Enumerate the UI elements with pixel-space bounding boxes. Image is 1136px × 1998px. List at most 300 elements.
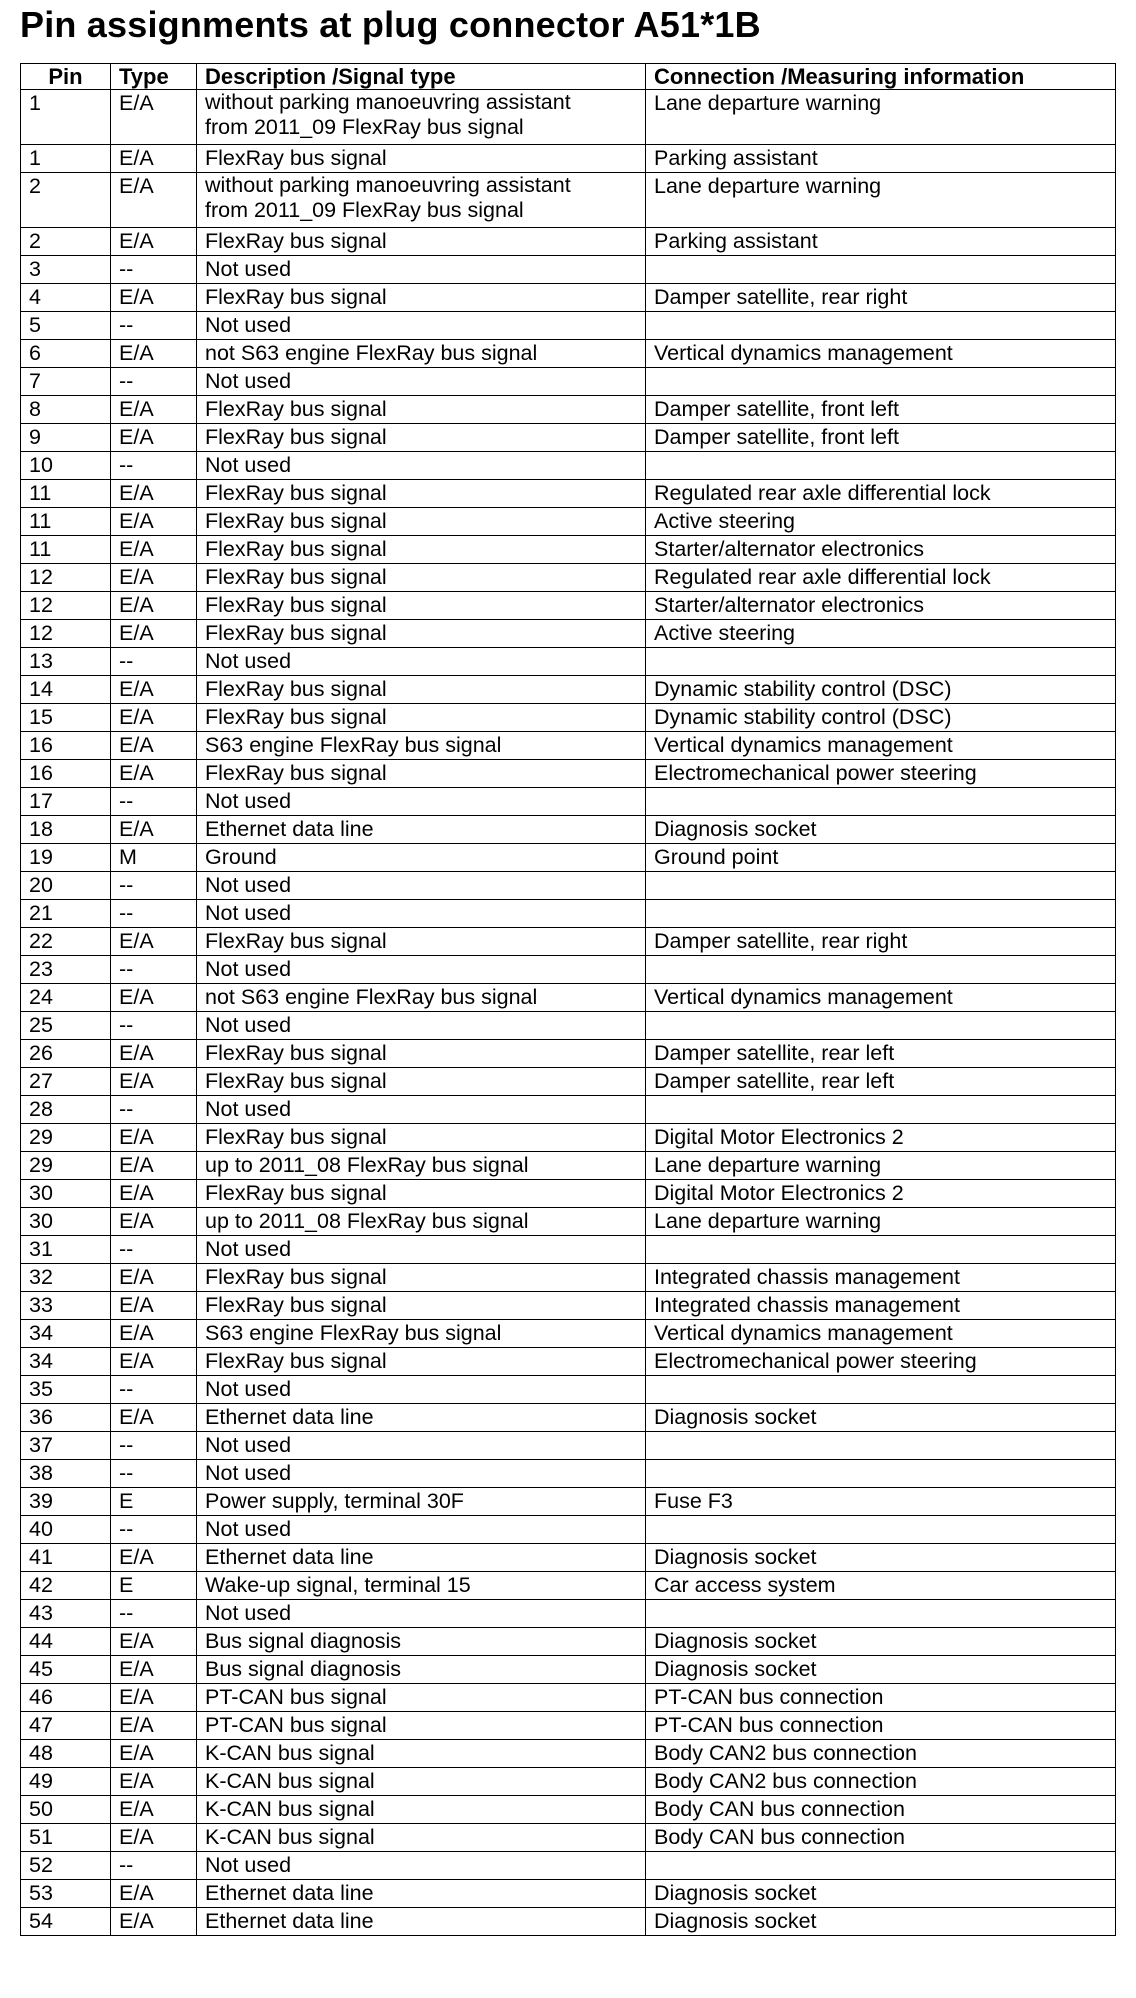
table-row (21, 452, 1116, 480)
description-cell: Not used (197, 368, 646, 396)
type-cell: E/A (111, 1068, 197, 1096)
description-cell: Ethernet data line (197, 816, 646, 844)
description-cell: without parking manoeuvring assistant from 2011_09 FlexRay bus signal (197, 173, 646, 228)
pin-cell: 30 (21, 1180, 111, 1208)
description-cell: FlexRay bus signal (197, 1264, 646, 1292)
type-cell: -- (111, 256, 197, 284)
description-cell: Not used (197, 1376, 646, 1404)
connection-cell (646, 788, 1116, 816)
connection-cell: Vertical dynamics management (646, 340, 1116, 368)
table-row (21, 1180, 1116, 1208)
type-cell: E/A (111, 1628, 197, 1656)
pin-cell: 6 (21, 340, 111, 368)
description-cell: FlexRay bus signal (197, 1180, 646, 1208)
pin-cell: 31 (21, 1236, 111, 1264)
connection-cell: Car access system (646, 1572, 1116, 1600)
type-cell: E/A (111, 1152, 197, 1180)
connection-cell (646, 368, 1116, 396)
pin-cell: 23 (21, 956, 111, 984)
table-row (21, 676, 1116, 704)
type-cell: -- (111, 1432, 197, 1460)
description-cell: Ground (197, 844, 646, 872)
pin-cell: 14 (21, 676, 111, 704)
type-cell: E/A (111, 1124, 197, 1152)
connection-cell: Regulated rear axle differential lock (646, 480, 1116, 508)
connection-cell (646, 872, 1116, 900)
description-cell: Wake-up signal, terminal 15 (197, 1572, 646, 1600)
pin-cell: 10 (21, 452, 111, 480)
header-connection: Connection /Measuring information (646, 64, 1116, 90)
header-pin: Pin (21, 64, 111, 90)
connection-cell (646, 1460, 1116, 1488)
description-cell: Ethernet data line (197, 1908, 646, 1936)
type-cell: E/A (111, 536, 197, 564)
type-cell: M (111, 844, 197, 872)
pin-cell: 2 (21, 173, 111, 228)
type-cell: E/A (111, 816, 197, 844)
table-row (21, 1152, 1116, 1180)
type-cell: E/A (111, 1404, 197, 1432)
type-cell: E/A (111, 1768, 197, 1796)
table-row (21, 396, 1116, 424)
description-cell: Not used (197, 956, 646, 984)
description-cell: Not used (197, 1096, 646, 1124)
type-cell: E/A (111, 1656, 197, 1684)
table-row (21, 1040, 1116, 1068)
connection-cell: Vertical dynamics management (646, 1320, 1116, 1348)
connection-cell (646, 452, 1116, 480)
pin-cell: 17 (21, 788, 111, 816)
description-cell: without parking manoeuvring assistant from 2011_09 FlexRay bus signal (197, 90, 646, 145)
description-cell: K-CAN bus signal (197, 1768, 646, 1796)
connection-cell: Digital Motor Electronics 2 (646, 1124, 1116, 1152)
table-row (21, 1404, 1116, 1432)
type-cell: -- (111, 1460, 197, 1488)
type-cell: E/A (111, 676, 197, 704)
type-cell: E/A (111, 145, 197, 173)
pin-cell: 13 (21, 648, 111, 676)
table-row (21, 1600, 1116, 1628)
connection-cell: Electromechanical power steering (646, 1348, 1116, 1376)
description-cell: Not used (197, 788, 646, 816)
table-row (21, 816, 1116, 844)
type-cell: -- (111, 1236, 197, 1264)
table-row (21, 90, 1116, 145)
pin-cell: 28 (21, 1096, 111, 1124)
connection-cell (646, 1516, 1116, 1544)
pin-cell: 12 (21, 564, 111, 592)
description-cell: S63 engine FlexRay bus signal (197, 732, 646, 760)
description-cell: Not used (197, 256, 646, 284)
connection-cell: Body CAN bus connection (646, 1796, 1116, 1824)
connection-cell: Diagnosis socket (646, 1880, 1116, 1908)
description-cell: up to 2011_08 FlexRay bus signal (197, 1152, 646, 1180)
pin-cell: 52 (21, 1852, 111, 1880)
table-row (21, 984, 1116, 1012)
description-cell: Not used (197, 1236, 646, 1264)
type-cell: E/A (111, 564, 197, 592)
type-cell: E (111, 1488, 197, 1516)
type-cell: E/A (111, 1544, 197, 1572)
description-cell: Not used (197, 1600, 646, 1628)
type-cell: -- (111, 1852, 197, 1880)
pin-cell: 26 (21, 1040, 111, 1068)
description-cell: Bus signal diagnosis (197, 1628, 646, 1656)
description-cell: FlexRay bus signal (197, 704, 646, 732)
description-cell: Ethernet data line (197, 1544, 646, 1572)
connection-cell (646, 1432, 1116, 1460)
type-cell: E/A (111, 984, 197, 1012)
pin-cell: 45 (21, 1656, 111, 1684)
pin-cell: 34 (21, 1348, 111, 1376)
description-cell: Not used (197, 1852, 646, 1880)
table-header-row (21, 64, 1116, 90)
type-cell: -- (111, 1376, 197, 1404)
connection-cell: Lane departure warning (646, 90, 1116, 145)
description-cell: K-CAN bus signal (197, 1740, 646, 1768)
description-cell: Ethernet data line (197, 1880, 646, 1908)
pin-cell: 11 (21, 480, 111, 508)
connection-cell: Dynamic stability control (DSC) (646, 676, 1116, 704)
table-row (21, 1824, 1116, 1852)
pin-cell: 50 (21, 1796, 111, 1824)
pin-cell: 53 (21, 1880, 111, 1908)
table-row (21, 1880, 1116, 1908)
table-row (21, 284, 1116, 312)
table-row (21, 340, 1116, 368)
pin-cell: 41 (21, 1544, 111, 1572)
description-cell: Bus signal diagnosis (197, 1656, 646, 1684)
table-row (21, 1740, 1116, 1768)
type-cell: E/A (111, 1796, 197, 1824)
connection-cell: Diagnosis socket (646, 1908, 1116, 1936)
type-cell: -- (111, 956, 197, 984)
pin-cell: 8 (21, 396, 111, 424)
type-cell: E/A (111, 620, 197, 648)
table-row (21, 1348, 1116, 1376)
description-cell: Not used (197, 452, 646, 480)
connection-cell (646, 1600, 1116, 1628)
pin-cell: 12 (21, 592, 111, 620)
description-cell: FlexRay bus signal (197, 620, 646, 648)
type-cell: E/A (111, 1712, 197, 1740)
description-cell: not S63 engine FlexRay bus signal (197, 984, 646, 1012)
type-cell: E/A (111, 1208, 197, 1236)
table-row (21, 145, 1116, 173)
table-row (21, 1208, 1116, 1236)
connection-cell: Ground point (646, 844, 1116, 872)
pin-cell: 4 (21, 284, 111, 312)
pin-cell: 49 (21, 1768, 111, 1796)
connection-cell (646, 1096, 1116, 1124)
description-cell: FlexRay bus signal (197, 508, 646, 536)
type-cell: E/A (111, 1180, 197, 1208)
description-cell: FlexRay bus signal (197, 928, 646, 956)
type-cell: -- (111, 452, 197, 480)
description-cell: PT-CAN bus signal (197, 1712, 646, 1740)
type-cell: E/A (111, 480, 197, 508)
type-cell: E/A (111, 1348, 197, 1376)
type-cell: -- (111, 900, 197, 928)
connection-cell: Starter/alternator electronics (646, 592, 1116, 620)
table-row (21, 508, 1116, 536)
table-row (21, 256, 1116, 284)
pin-cell: 51 (21, 1824, 111, 1852)
connection-cell (646, 1852, 1116, 1880)
pin-cell: 47 (21, 1712, 111, 1740)
connection-cell: Vertical dynamics management (646, 732, 1116, 760)
type-cell: -- (111, 1012, 197, 1040)
description-cell: FlexRay bus signal (197, 1040, 646, 1068)
connection-cell: Diagnosis socket (646, 1628, 1116, 1656)
pin-cell: 46 (21, 1684, 111, 1712)
pin-cell: 40 (21, 1516, 111, 1544)
table-row (21, 1432, 1116, 1460)
table-row (21, 648, 1116, 676)
type-cell: E (111, 1572, 197, 1600)
table-row (21, 592, 1116, 620)
table-row (21, 1264, 1116, 1292)
description-cell: S63 engine FlexRay bus signal (197, 1320, 646, 1348)
type-cell: E/A (111, 173, 197, 228)
type-cell: E/A (111, 732, 197, 760)
pin-cell: 39 (21, 1488, 111, 1516)
table-row (21, 564, 1116, 592)
pin-cell: 43 (21, 1600, 111, 1628)
table-row (21, 368, 1116, 396)
type-cell: E/A (111, 340, 197, 368)
connection-cell: Starter/alternator electronics (646, 536, 1116, 564)
connection-cell: Integrated chassis management (646, 1264, 1116, 1292)
description-cell: Not used (197, 1012, 646, 1040)
table-row (21, 1096, 1116, 1124)
pin-cell: 29 (21, 1124, 111, 1152)
type-cell: E/A (111, 928, 197, 956)
pin-cell: 33 (21, 1292, 111, 1320)
connection-cell: Damper satellite, front left (646, 396, 1116, 424)
pin-cell: 29 (21, 1152, 111, 1180)
connection-cell: Body CAN2 bus connection (646, 1768, 1116, 1796)
connection-cell: Diagnosis socket (646, 1656, 1116, 1684)
connection-cell: Diagnosis socket (646, 1544, 1116, 1572)
pin-cell: 11 (21, 536, 111, 564)
table-row (21, 844, 1116, 872)
connection-cell: Damper satellite, rear right (646, 928, 1116, 956)
pin-cell: 32 (21, 1264, 111, 1292)
pin-cell: 3 (21, 256, 111, 284)
table-row (21, 1684, 1116, 1712)
connection-cell: PT-CAN bus connection (646, 1712, 1116, 1740)
table-row (21, 1124, 1116, 1152)
description-cell: FlexRay bus signal (197, 396, 646, 424)
description-cell: K-CAN bus signal (197, 1824, 646, 1852)
pin-cell: 35 (21, 1376, 111, 1404)
type-cell: -- (111, 1096, 197, 1124)
table-row (21, 1544, 1116, 1572)
connection-cell: Damper satellite, rear right (646, 284, 1116, 312)
header-description: Description /Signal type (197, 64, 646, 90)
description-cell: FlexRay bus signal (197, 480, 646, 508)
type-cell: E/A (111, 1908, 197, 1936)
table-row (21, 1768, 1116, 1796)
connection-cell (646, 256, 1116, 284)
connection-cell: Lane departure warning (646, 1152, 1116, 1180)
pin-cell: 1 (21, 145, 111, 173)
connection-cell (646, 1012, 1116, 1040)
pin-cell: 19 (21, 844, 111, 872)
table-row (21, 704, 1116, 732)
connection-cell: Lane departure warning (646, 173, 1116, 228)
description-cell: FlexRay bus signal (197, 592, 646, 620)
type-cell: -- (111, 368, 197, 396)
table-body (21, 90, 1116, 1936)
type-cell: E/A (111, 704, 197, 732)
description-cell: FlexRay bus signal (197, 284, 646, 312)
table-row (21, 1516, 1116, 1544)
description-cell: FlexRay bus signal (197, 564, 646, 592)
type-cell: E/A (111, 1040, 197, 1068)
type-cell: E/A (111, 396, 197, 424)
pin-cell: 12 (21, 620, 111, 648)
table-row (21, 1712, 1116, 1740)
table-row (21, 1852, 1116, 1880)
connection-cell: Body CAN2 bus connection (646, 1740, 1116, 1768)
connection-cell: Fuse F3 (646, 1488, 1116, 1516)
type-cell: E/A (111, 508, 197, 536)
table-row (21, 173, 1116, 228)
table-row (21, 1796, 1116, 1824)
pin-cell: 24 (21, 984, 111, 1012)
type-cell: -- (111, 1600, 197, 1628)
type-cell: -- (111, 872, 197, 900)
type-cell: E/A (111, 1292, 197, 1320)
pin-cell: 2 (21, 228, 111, 256)
type-cell: E/A (111, 90, 197, 145)
connection-cell: Diagnosis socket (646, 1404, 1116, 1432)
pin-cell: 9 (21, 424, 111, 452)
pin-cell: 34 (21, 1320, 111, 1348)
description-cell: FlexRay bus signal (197, 424, 646, 452)
table-row (21, 536, 1116, 564)
type-cell: E/A (111, 424, 197, 452)
description-cell: FlexRay bus signal (197, 145, 646, 173)
type-cell: E/A (111, 228, 197, 256)
type-cell: E/A (111, 1264, 197, 1292)
type-cell: E/A (111, 1320, 197, 1348)
type-cell: E/A (111, 284, 197, 312)
connection-cell (646, 1236, 1116, 1264)
table-row (21, 732, 1116, 760)
pin-cell: 7 (21, 368, 111, 396)
pin-cell: 37 (21, 1432, 111, 1460)
pin-cell: 20 (21, 872, 111, 900)
table-row (21, 788, 1116, 816)
pin-cell: 1 (21, 90, 111, 145)
pin-cell: 48 (21, 1740, 111, 1768)
header-type: Type (111, 64, 197, 90)
description-cell: FlexRay bus signal (197, 1348, 646, 1376)
description-cell: FlexRay bus signal (197, 1068, 646, 1096)
pin-cell: 30 (21, 1208, 111, 1236)
table-row (21, 1012, 1116, 1040)
type-cell: -- (111, 312, 197, 340)
table-row (21, 1292, 1116, 1320)
description-cell: K-CAN bus signal (197, 1796, 646, 1824)
description-cell: Not used (197, 872, 646, 900)
table-row (21, 228, 1116, 256)
pin-cell: 16 (21, 760, 111, 788)
pin-assignment-table (20, 63, 1116, 1936)
table-row (21, 1908, 1116, 1936)
connection-cell: PT-CAN bus connection (646, 1684, 1116, 1712)
description-cell: Not used (197, 1460, 646, 1488)
table-row (21, 1376, 1116, 1404)
pin-cell: 42 (21, 1572, 111, 1600)
type-cell: E/A (111, 1684, 197, 1712)
connection-cell (646, 1376, 1116, 1404)
pin-cell: 15 (21, 704, 111, 732)
pin-cell: 36 (21, 1404, 111, 1432)
connection-cell: Digital Motor Electronics 2 (646, 1180, 1116, 1208)
connection-cell: Integrated chassis management (646, 1292, 1116, 1320)
description-cell: Ethernet data line (197, 1404, 646, 1432)
description-cell: FlexRay bus signal (197, 1292, 646, 1320)
connection-cell: Active steering (646, 620, 1116, 648)
connection-cell (646, 900, 1116, 928)
description-cell: FlexRay bus signal (197, 1124, 646, 1152)
table-row (21, 760, 1116, 788)
connection-cell: Damper satellite, front left (646, 424, 1116, 452)
description-cell: PT-CAN bus signal (197, 1684, 646, 1712)
table-row (21, 1656, 1116, 1684)
connection-cell: Regulated rear axle differential lock (646, 564, 1116, 592)
pin-cell: 18 (21, 816, 111, 844)
connection-cell: Diagnosis socket (646, 816, 1116, 844)
pin-cell: 16 (21, 732, 111, 760)
connection-cell: Parking assistant (646, 145, 1116, 173)
table-row (21, 620, 1116, 648)
pin-cell: 44 (21, 1628, 111, 1656)
pin-cell: 11 (21, 508, 111, 536)
connection-cell (646, 956, 1116, 984)
table-row (21, 1488, 1116, 1516)
description-cell: Power supply, terminal 30F (197, 1488, 646, 1516)
type-cell: -- (111, 788, 197, 816)
connection-cell: Damper satellite, rear left (646, 1068, 1116, 1096)
pin-cell: 5 (21, 312, 111, 340)
connection-cell: Vertical dynamics management (646, 984, 1116, 1012)
description-cell: FlexRay bus signal (197, 536, 646, 564)
table-row (21, 1236, 1116, 1264)
description-cell: Not used (197, 900, 646, 928)
connection-cell: Dynamic stability control (DSC) (646, 704, 1116, 732)
table-row (21, 1628, 1116, 1656)
connection-cell (646, 648, 1116, 676)
table-row (21, 1572, 1116, 1600)
table-row (21, 480, 1116, 508)
description-cell: FlexRay bus signal (197, 760, 646, 788)
type-cell: -- (111, 648, 197, 676)
table-row (21, 956, 1116, 984)
description-cell: FlexRay bus signal (197, 228, 646, 256)
connection-cell: Body CAN bus connection (646, 1824, 1116, 1852)
pin-cell: 22 (21, 928, 111, 956)
description-cell: not S63 engine FlexRay bus signal (197, 340, 646, 368)
table-row (21, 928, 1116, 956)
type-cell: E/A (111, 592, 197, 620)
pin-cell: 38 (21, 1460, 111, 1488)
pin-cell: 21 (21, 900, 111, 928)
